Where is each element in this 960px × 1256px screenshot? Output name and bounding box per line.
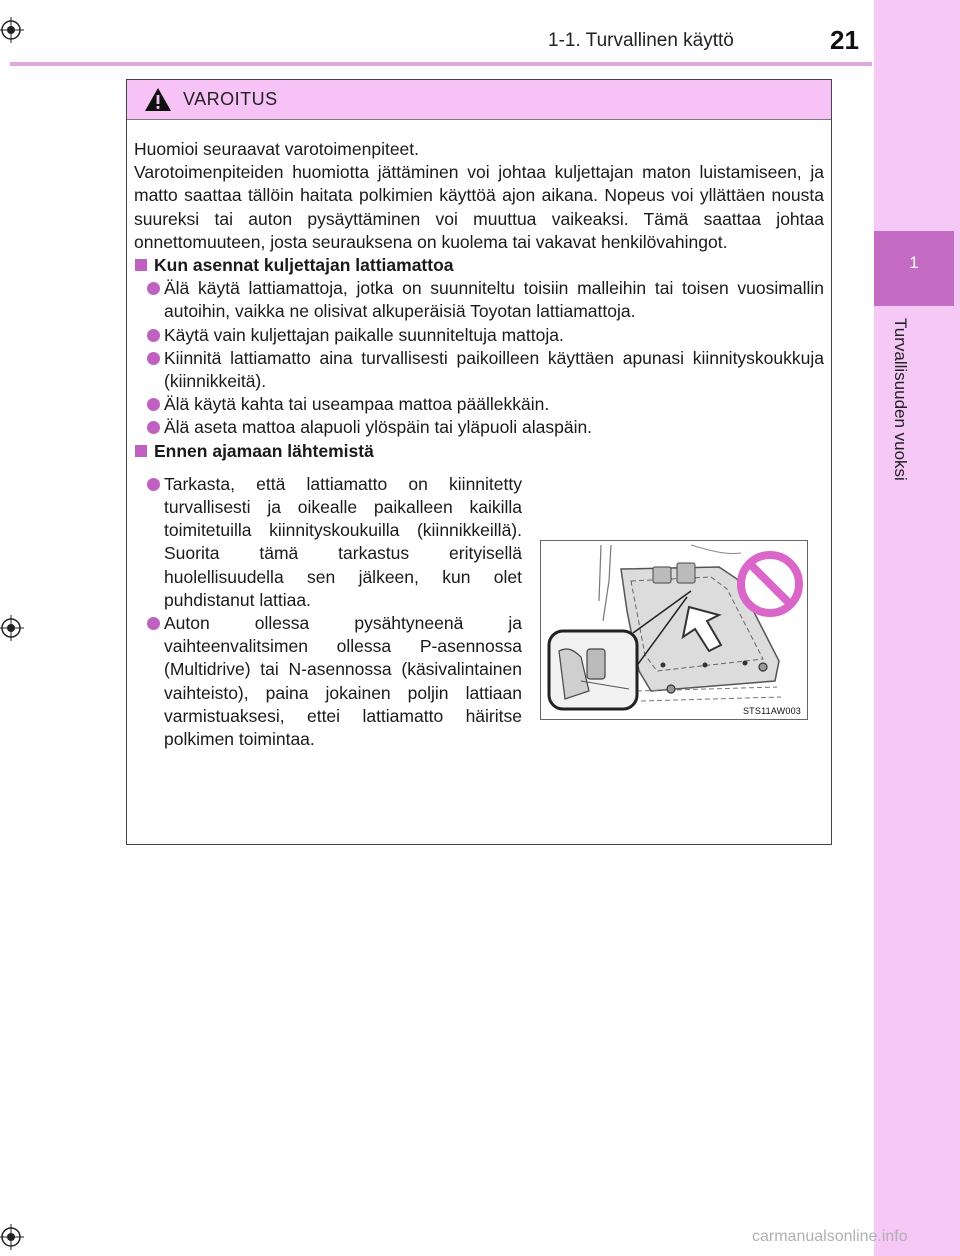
dot-bullet-icon (147, 282, 160, 295)
section-heading: Ennen ajamaan lähtemistä (134, 440, 824, 463)
square-bullet-icon (135, 259, 147, 271)
prohibition-icon (735, 549, 805, 619)
dot-bullet-icon (147, 421, 160, 434)
dot-bullet-icon (147, 617, 160, 630)
warning-box (126, 79, 832, 845)
list-item: Auton ollessa pysähtyneenä ja vaihteenvalitsimen ollessa P-asennossa (Multidrive) tai N-asennossa (käsivalintainen vaihteisto), paina jokainen poljin lattiaan varmistuaksesi, ettei lattiamatto häiritse polkimen toimintaa. (134, 612, 522, 751)
registration-mark-mid-left (0, 615, 24, 641)
registration-mark-bottom-left (0, 1224, 24, 1250)
dot-bullet-icon (147, 398, 160, 411)
list-item: Älä käytä lattiamattoja, jotka on suunniteltu toisiin malleihin tai toisen vuosimallin autoihin, vaikka ne olisivat alkuperäisiä Toyotan lattiamattoja. (134, 277, 824, 323)
warning-title: VAROITUS (183, 89, 278, 109)
warning-triangle-icon (144, 87, 172, 112)
figure-label: STS11AW003 (742, 706, 801, 716)
list-item: Kiinnitä lattiamatto aina turvallisesti paikoilleen käyttäen apunasi kiinnityskoukkuja (kiinnikkeitä). (134, 347, 824, 393)
section-title: 1-1. Turvallinen käyttö (548, 30, 734, 51)
list-item: Älä käytä kahta tai useampaa mattoa päällekkäin. (134, 393, 824, 416)
dot-bullet-icon (147, 329, 160, 342)
chapter-tab-label: Turvallisuuden vuoksi (891, 318, 910, 481)
warning-intro-text: Varotoimenpiteiden huomiotta jättäminen voi johtaa kuljettajan maton luistamiseen, ja matto saattaa tällöin haitata polkimien käyttöä ajon aikana. Nopeus voi yllättäen nousta suureksi tai auton pysäyttäminen voi muuttua vaikeaksi. Tämä saattaa johtaa onnettomuuteen, josta seurauksena on kuolema tai vakavat henkilövahingot. (134, 162, 824, 252)
side-strip (874, 0, 960, 1256)
warning-header (127, 80, 831, 120)
dot-bullet-icon (147, 478, 160, 491)
registration-mark-top-left (0, 17, 24, 43)
section-heading: Kun asennat kuljettajan lattiamattoa (134, 254, 824, 277)
two-column-text (134, 473, 522, 751)
watermark-text: carmanualsonline.info (752, 1228, 908, 1245)
square-bullet-icon (135, 445, 147, 457)
list-item: Älä aseta mattoa alapuoli ylöspäin tai yläpuoli alaspäin. (134, 416, 824, 439)
list-item: Tarkasta, että lattiamatto on kiinnitetty turvallisesti ja oikealle paikalleen kaikilla toimitetuilla kiinnityskoukuilla (kiinnikkeillä). Suorita tämä tarkastus erityisellä huolellisuudella sen jälkeen, kun olet puhdistanut lattiaa. (134, 473, 522, 612)
chapter-tab-number: 1 (909, 253, 919, 272)
page-number: 21 (830, 25, 859, 55)
header-rule (10, 62, 872, 66)
warning-intro-line: Huomioi seuraavat varotoimenpiteet. (134, 139, 420, 159)
dot-bullet-icon (147, 352, 160, 365)
floor-mat-illustration (540, 540, 808, 720)
list-item: Käytä vain kuljettajan paikalle suunniteltuja mattoja. (134, 324, 824, 347)
